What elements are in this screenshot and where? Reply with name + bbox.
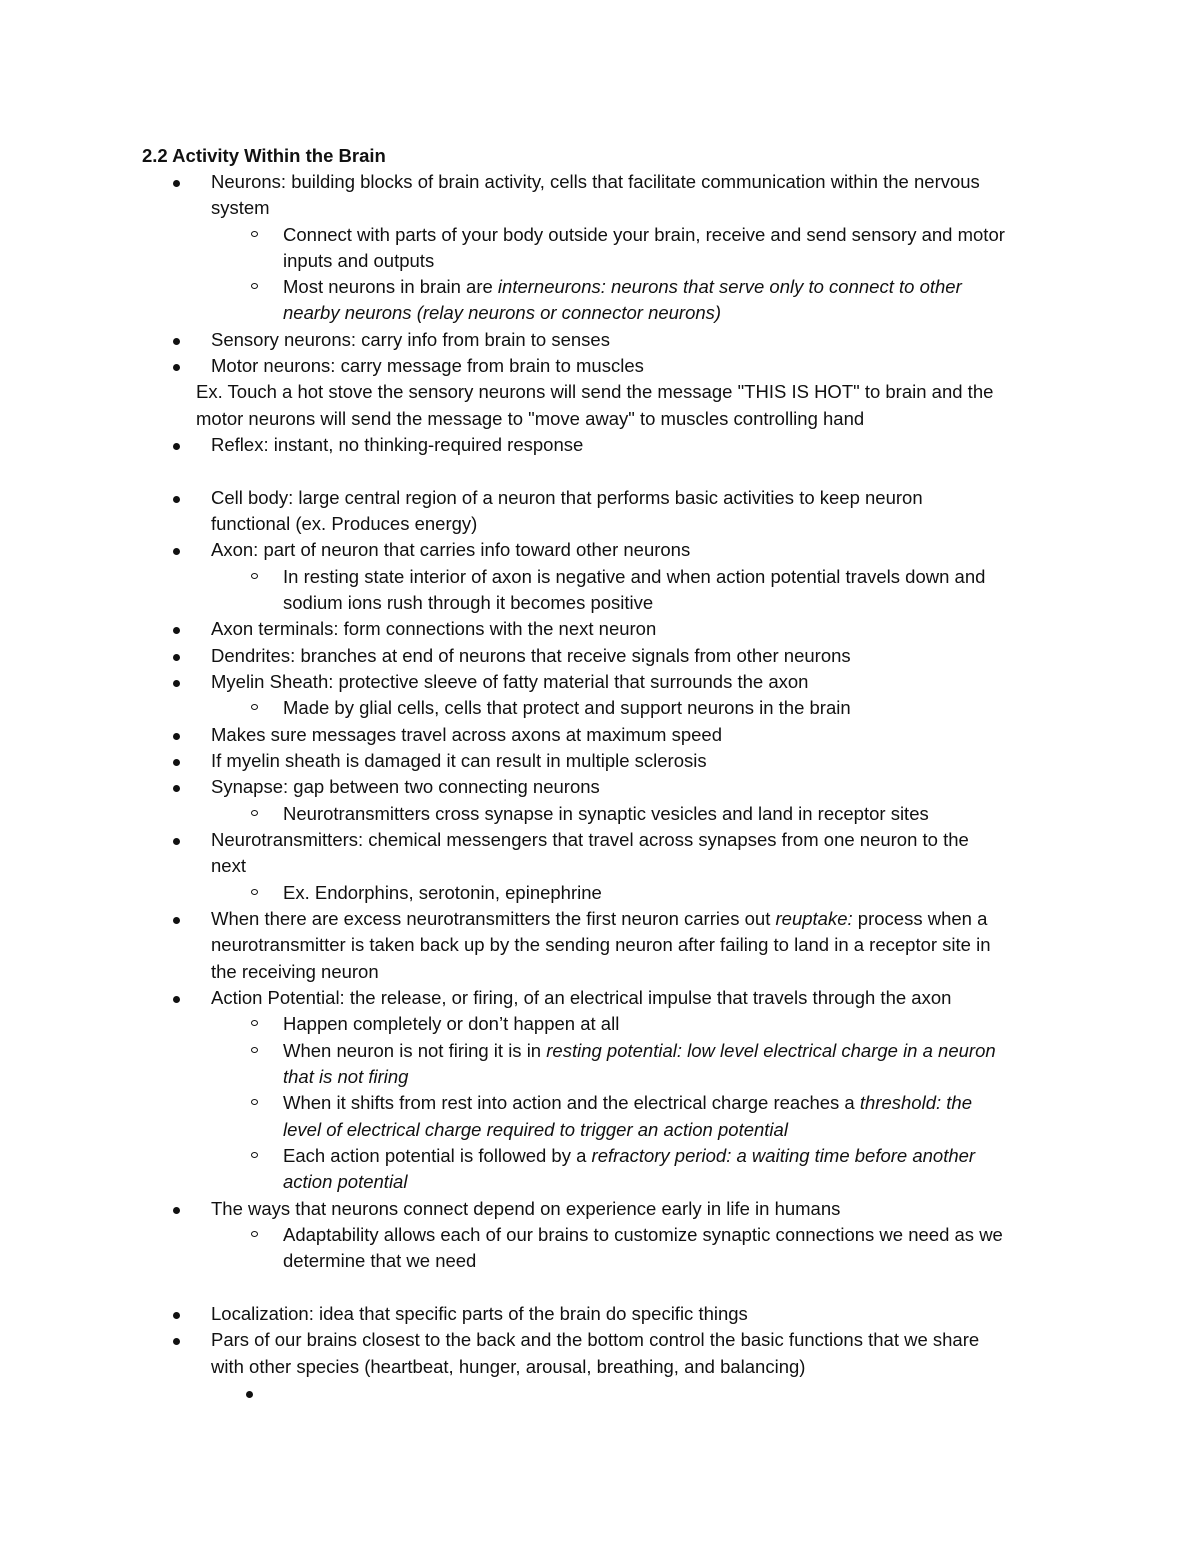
sub-list-item: Each action potential is followed by a refractory period: a waiting time before another [0,1143,1200,1169]
list-item: Neurons: building blocks of brain activity, cells that facilitate communication within the nervous [0,169,1200,195]
sub-list-item: Happen completely or don’t happen at all [0,1011,1200,1037]
list-item-continuation: neurotransmitter is taken back up by the sending neuron after failing to land in a receptor site in [211,934,991,955]
list-item: Reflex: instant, no thinking-required response [0,432,1200,458]
bullet-icon [173,338,180,345]
bullet-icon [173,180,180,187]
bullet-icon [173,917,180,924]
empty-sub-list-item [0,1380,1200,1406]
circle-bullet-icon [251,1020,258,1026]
sub-list-item-continuation: that is not firing [283,1066,409,1087]
list-item: Myelin Sheath: protective sleeve of fatty material that surrounds the axon [0,669,1200,695]
list-item-continuation: the receiving neuron [211,961,379,982]
list-item: When there are excess neurotransmitters the first neuron carries out reuptake: process when a [0,906,1200,932]
list-item: Cell body: large central region of a neuron that performs basic activities to keep neuron [0,485,1200,511]
bullet-icon [173,654,180,661]
list-item-continuation: with other species (heartbeat, hunger, arousal, breathing, and balancing) [211,1356,806,1377]
bullet-icon [173,996,180,1003]
bullet-icon [173,364,180,371]
bullet-icon [173,785,180,792]
sub-list-item: Made by glial cells, cells that protect and support neurons in the brain [0,695,1200,721]
circle-bullet-icon [251,810,258,816]
sub-list-item-continuation: action potential [283,1171,408,1192]
bullet-icon [173,838,180,845]
bullet-icon [173,443,180,450]
sub-list-item-continuation: inputs and outputs [283,250,435,271]
sub-list-item: Connect with parts of your body outside your brain, receive and send sensory and motor [0,222,1200,248]
sub-list-item: In resting state interior of axon is negative and when action potential travels down and [0,564,1200,590]
sub-list-item: Adaptability allows each of our brains to customize synaptic connections we need as we [0,1222,1200,1248]
list-item: Axon terminals: form connections with the next neuron [0,616,1200,642]
list-item: Neurotransmitters: chemical messengers that travel across synapses from one neuron to the [0,827,1200,853]
list-item: Makes sure messages travel across axons at maximum speed [0,722,1200,748]
circle-bullet-icon [251,1047,258,1053]
list-item: Motor neurons: carry message from brain to muscles [0,353,1200,379]
list-item: Synapse: gap between two connecting neurons [0,774,1200,800]
bullet-icon [173,1312,180,1319]
bullet-icon [173,548,180,555]
circle-bullet-icon [251,1152,258,1158]
sub-list-item: Neurotransmitters cross synapse in synaptic vesicles and land in receptor sites [0,801,1200,827]
page-title: 2.2 Activity Within the Brain [142,145,386,166]
bullet-icon [173,733,180,740]
bullet-icon [173,1338,180,1345]
sub-list-item-continuation: level of electrical charge required to trigger an action potential [283,1119,788,1140]
list-item: Axon: part of neuron that carries info toward other neurons [0,537,1200,563]
bullet-icon [173,496,180,503]
list-item: Action Potential: the release, or firing, of an electrical impulse that travels through the axon [0,985,1200,1011]
sub-list-item-continuation: determine that we need [283,1250,477,1271]
sub-list-item: When it shifts from rest into action and the electrical charge reaches a threshold: the [0,1090,1200,1116]
list-item-continuation: functional (ex. Produces energy) [211,513,478,534]
circle-bullet-icon [251,889,258,895]
bullet-icon [173,759,180,766]
sub-list-item: When neuron is not firing it is in resting potential: low level electrical charge in a neuron [0,1038,1200,1064]
bullet-icon [173,1207,180,1214]
sub-list-item-continuation: nearby neurons (relay neurons or connector neurons) [283,302,722,323]
list-item: If myelin sheath is damaged it can result in multiple sclerosis [0,748,1200,774]
list-item: Sensory neurons: carry info from brain to senses [0,327,1200,353]
list-item: Localization: idea that specific parts of the brain do specific things [0,1301,1200,1327]
circle-bullet-icon [251,283,258,289]
example-text: Ex. Touch a hot stove the sensory neurons will send the message "THIS IS HOT" to brain and the [196,381,994,402]
bullet-icon [246,1391,253,1398]
bullet-icon [173,680,180,687]
bullet-icon [173,627,180,634]
circle-bullet-icon [251,573,258,579]
list-item: The ways that neurons connect depend on experience early in life in humans [0,1196,1200,1222]
list-item: Pars of our brains closest to the back and the bottom control the basic functions that we share [0,1327,1200,1353]
circle-bullet-icon [251,1231,258,1237]
list-item-continuation: system [211,197,270,218]
example-text: motor neurons will send the message to "move away" to muscles controlling hand [196,408,865,429]
circle-bullet-icon [251,704,258,710]
circle-bullet-icon [251,231,258,237]
sub-list-item-continuation: sodium ions rush through it becomes positive [283,592,654,613]
list-item: Dendrites: branches at end of neurons that receive signals from other neurons [0,643,1200,669]
sub-list-item: Most neurons in brain are interneurons: neurons that serve only to connect to other [0,274,1200,300]
list-item-continuation: next [211,855,246,876]
circle-bullet-icon [251,1099,258,1105]
sub-list-item: Ex. Endorphins, serotonin, epinephrine [0,880,1200,906]
